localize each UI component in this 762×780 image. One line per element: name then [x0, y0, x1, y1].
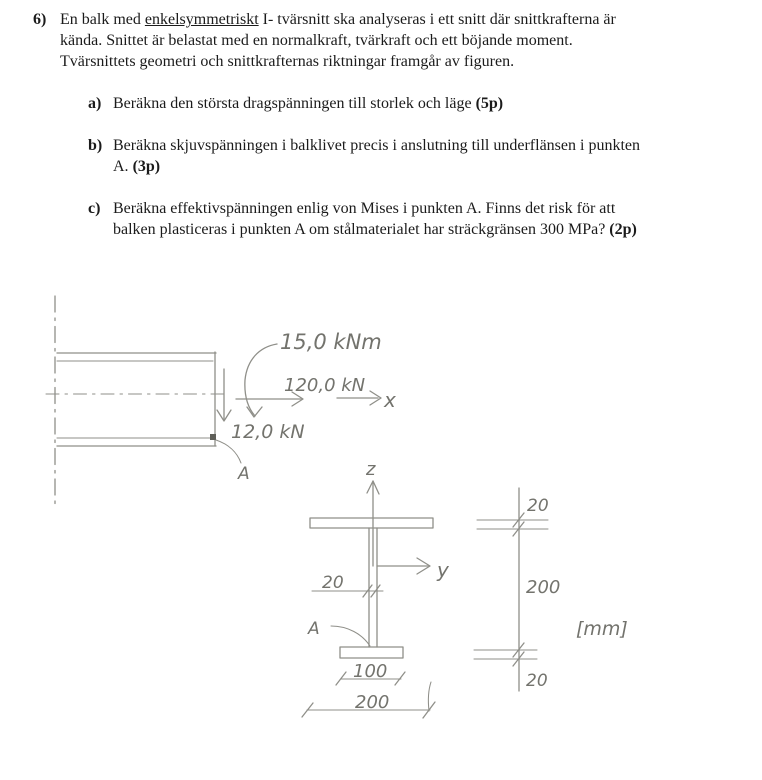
intro-line-3: Tvärsnittets geometri och snittkrafternas riktningar framgår av figuren.	[60, 53, 515, 70]
item-b-label: b)	[88, 137, 103, 154]
moment-label: 15,0 kNm	[280, 330, 382, 354]
shear-force-label: 12,0 kN	[231, 421, 305, 443]
cross-section	[302, 459, 628, 718]
dimension-chain	[474, 488, 560, 691]
item-a-points: (5p)	[475, 95, 504, 112]
top-flange-width-label: 200	[355, 692, 390, 713]
item-b-line2-text: A.	[113, 158, 133, 175]
bottom-flange-thickness-label: 20	[526, 671, 548, 691]
item-a-line1: Beräkna den största dragspänningen till storlek och läge	[113, 95, 476, 112]
item-c-line1: Beräkna effektivspänningen enlig von Mises i punkten A. Finns det risk för att	[113, 200, 616, 217]
item-a-label: a)	[88, 95, 102, 112]
z-axis-label: z	[366, 459, 376, 480]
units-label: [mm]	[576, 618, 628, 640]
intro-line-1-underlined: enkelsymmetriskt	[144, 11, 259, 28]
y-axis-label: y	[437, 558, 449, 582]
section-top-flange	[310, 518, 433, 528]
point-a-marker	[210, 434, 216, 440]
item-b-line1: Beräkna skjuvspänningen i balklivet precis i anslutning till underflänsen i punkten	[113, 137, 640, 154]
item-b-points: (3p)	[132, 158, 161, 175]
intro-line-2: kända. Snittet är belastat med en normalkraft, tvärkraft och ett böjande moment.	[60, 32, 573, 49]
normal-force-label: 120,0 kN	[284, 375, 366, 396]
section-point-a-label: A	[308, 619, 320, 639]
point-a-leader	[216, 440, 241, 463]
x-axis-label: x	[384, 388, 396, 412]
problem-number: 6)	[33, 11, 47, 28]
top-flange-thickness-label: 20	[527, 496, 549, 516]
beam-point-a-label: A	[238, 464, 250, 484]
section-bottom-flange	[340, 647, 403, 658]
intro-line-1-pre: En balk med	[60, 11, 145, 28]
top-flange-width-ext-line	[428, 682, 431, 711]
item-c-points: (2p)	[609, 221, 637, 238]
intro-line-1-post: I- tvärsnitt ska analyseras i ett snitt där snittkrafterna är	[258, 11, 616, 28]
bottom-flange-width-label: 100	[353, 661, 388, 682]
moment-arc	[245, 344, 277, 416]
beam-side-view	[46, 296, 396, 505]
item-c-label: c)	[88, 200, 101, 217]
section-point-a-leader	[331, 626, 370, 646]
web-thickness-label: 20	[322, 573, 344, 593]
web-height-label: 200	[526, 577, 561, 598]
item-c-line2-text: balken plasticeras i punkten A om stålmaterialet har sträckgränsen 300 MPa?	[113, 221, 610, 238]
